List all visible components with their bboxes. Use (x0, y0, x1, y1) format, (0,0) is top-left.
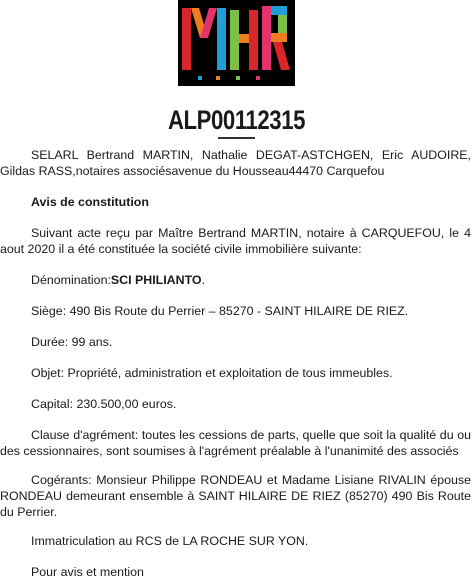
notice-heading: Avis de constitution (31, 195, 149, 209)
duree-line: Durée: 99 ans. (31, 335, 113, 349)
siege-line: Siège: 490 Bis Route du Perrier – 85270 - SAINT HILAIRE DE RIEZ. (31, 304, 409, 318)
divider (218, 137, 255, 139)
denomination-label: Dénomination: (31, 273, 111, 287)
denomination-line (0, 272, 471, 288)
cogerants-paragraph: Cogérants: Monsieur Philippe RONDEAU et Madame Lisiane RIVALIN épouse RONDEAU demeurant ensemble à SAINT HILAIRE DE RIEZ (85270) 490 Bis Route du Perrier. (0, 473, 471, 519)
colorful-brand-logo (178, 0, 295, 86)
objet-line: Objet: Propriété, administration et exploitation de tous immeubles. (31, 366, 393, 380)
company-name: SCI PHILIANTO (110, 273, 202, 287)
immatriculation-line: Immatriculation au RCS de LA ROCHE SUR YON. (31, 534, 309, 548)
notaries-address: SELARL Bertrand MARTIN, Nathalie DEGAT-ASTCHGEN, Eric AUDOIRE, Gildas RASS,notaires associésavenue du Housseau44470 Carquefou (0, 148, 471, 178)
intro-paragraph: Suivant acte reçu par Maître Bertrand MARTIN, notaire à CARQUEFOU, le 4 aout 2020 il a été constituée la société civile immobilière suivante: (0, 226, 471, 256)
logo-graphic (178, 0, 295, 86)
denomination-end: . (201, 273, 206, 287)
clause-paragraph: Clause d'agrément: toutes les cessions de parts, quelle que soit la qualité du ou des cessionnaires, sont soumises à l'agrément préalable à l'unanimité des associés (0, 428, 471, 458)
capital-line: Capital: 230.500,00 euros. (31, 397, 177, 411)
notice-body (0, 147, 471, 580)
reference-number: ALP00112315 (167, 105, 306, 135)
closing-line: Pour avis et mention (31, 565, 144, 579)
